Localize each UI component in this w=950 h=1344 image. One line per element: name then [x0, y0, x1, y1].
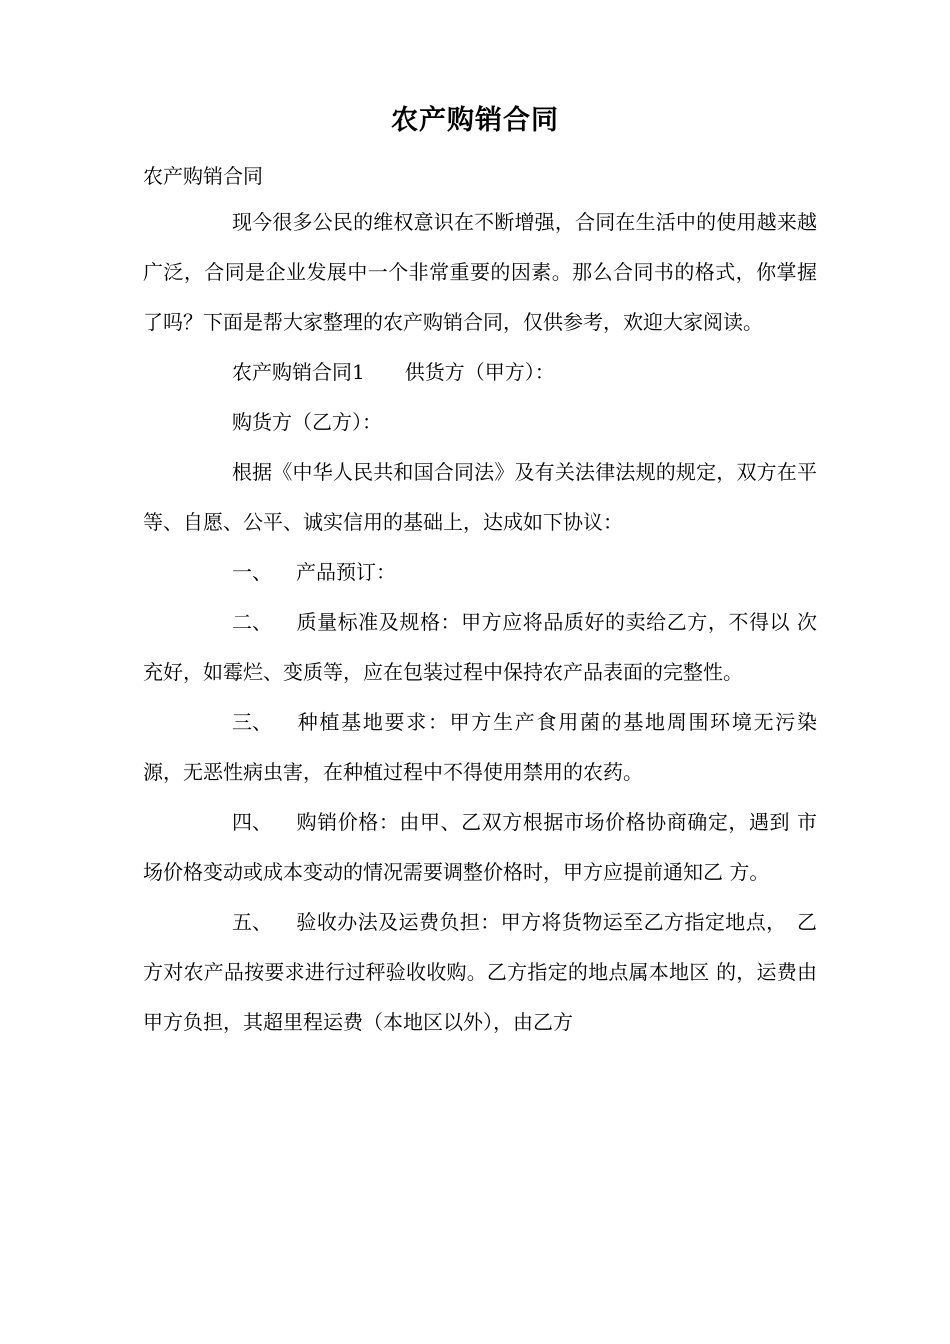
contract-heading-supplier: 农产购销合同1 供货方（甲方）：: [232, 360, 555, 384]
clause-number: 一、: [232, 560, 272, 584]
document-body: [143, 197, 817, 1047]
document-subtitle: 农产购销合同: [143, 164, 263, 188]
clause-4: 四、 购销价格：由甲、乙双方根据市场价格协商确定，遇到 市场价格变动或成本变动的情况需要调整价格时，甲方应提前通知乙 方。: [143, 797, 817, 897]
clause-3: 三、 种植基地要求：甲方生产食用菌的基地周围环境无污染 源，无恶性病虫害，在种植过程中不得使用禁用的农药。: [143, 697, 817, 797]
clause-1: 一、 产品预订：: [143, 547, 817, 597]
document-title: 农产购销合同: [391, 105, 559, 136]
clause-number: 五、: [232, 910, 272, 934]
clause-number: 三、: [232, 710, 272, 734]
buyer-line: 购货方（乙方）：: [232, 410, 382, 434]
legal-basis-paragraph: 根据《中华人民共和国合同法》及有关法律法规的规定，双方在平等、自愿、公平、诚实信用的基础上，达成如下协议：: [143, 460, 817, 534]
clause-number: 四、: [232, 810, 272, 834]
clause-2: 二、 质量标准及规格：甲方应将品质好的卖给乙方，不得以 次充好，如霉烂、变质等，应在包装过程中保持农产品表面的完整性。: [143, 597, 817, 697]
clause-5: 五、 验收办法及运费负担：甲方将货物运至乙方指定地点， 乙方对农产品按要求进行过秤验收收购。乙方指定的地点属本地区 的，运费由甲方负担，其超里程运费（本地区以外），由乙方: [143, 897, 817, 1047]
clause-number: 二、: [232, 610, 272, 634]
intro-paragraph: 现今很多公民的维权意识在不断增强，合同在生活中的使用越来越广泛，合同是企业发展中一个非常重要的因素。那么合同书的格式，你掌握了吗？下面是帮大家整理的农产购销合同，仅供参考，欢迎大家阅读。: [143, 210, 817, 334]
